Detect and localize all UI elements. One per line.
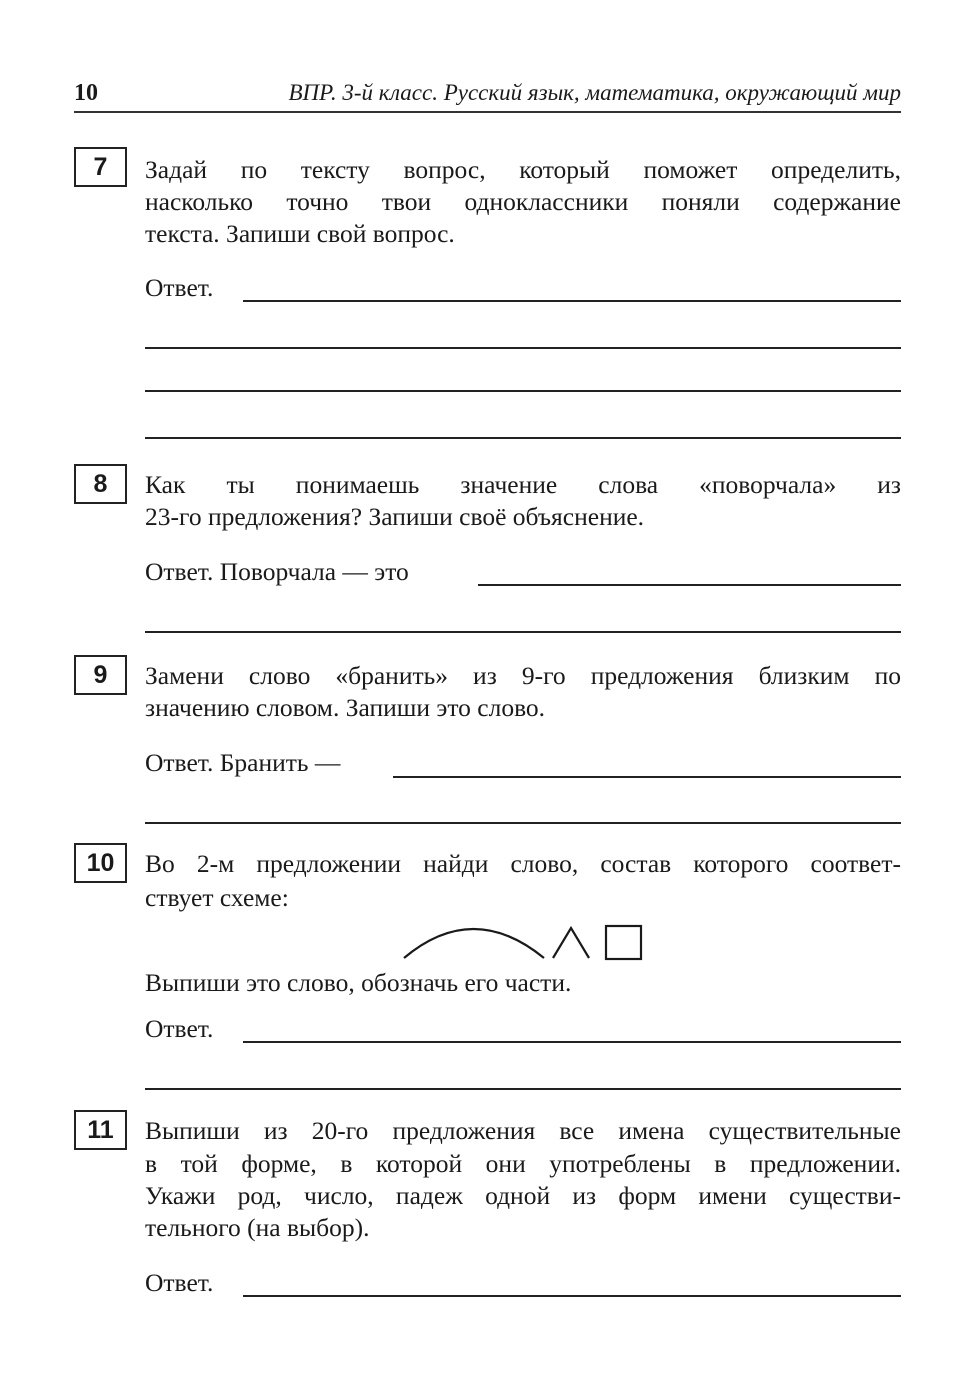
task-number-11: 11 [74,1110,127,1150]
task-7-answer-label: Ответ. [145,273,214,302]
task-9-text: значению словом. Запиши это слово. [145,693,546,722]
task-7-text: Задай по тексту вопрос, который поможет определить, [145,155,901,184]
task-8-text: Как ты понимаешь значение слова «поворчала» из [145,470,901,499]
task-7-text: насколько точно твои одноклассники поняли содержание [145,187,901,216]
task-9-answer-line[interactable] [393,776,901,778]
task-9-text: Замени слово «бранить» из 9-го предложения близким по [145,661,901,690]
task-10-text: Выпиши это слово, обозначь его части. [145,968,572,997]
task-8-answer-line[interactable] [478,584,901,586]
task-7-answer-line[interactable] [145,437,901,439]
task-9-answer-line[interactable] [145,822,901,824]
task-11-text: Укажи род, число, падеж одной из форм имени существи- [145,1181,901,1210]
task-7-answer-line[interactable] [145,390,901,392]
task-8-text: 23-го предложения? Запиши своё объяснение. [145,502,645,531]
task-10-answer-line[interactable] [145,1088,901,1090]
task-10-answer-label: Ответ. [145,1014,214,1043]
running-header: ВПР. 3-й класс. Русский язык, математика, окружающий мир [288,80,901,105]
word-structure-scheme [398,914,648,964]
task-9-answer-label: Ответ. Бранить — [145,748,341,777]
task-11-answer-line[interactable] [243,1295,901,1297]
task-10-answer-line[interactable] [243,1041,901,1043]
task-7-answer-line[interactable] [145,347,901,349]
suffix-icon [553,928,589,958]
page-number: 10 [74,80,98,106]
header-divider [74,111,901,113]
task-10-text: Во 2-м предложении найди слово, состав которого соответ- [145,849,901,878]
task-11-answer-label: Ответ. [145,1268,214,1297]
task-7-answer-line[interactable] [243,300,901,302]
task-number-7: 7 [74,147,127,187]
task-10-text: ствует схеме: [145,883,289,912]
task-7-text: текста. Запиши свой вопрос. [145,219,455,248]
ending-icon [606,926,641,959]
task-11-text: Выпиши из 20-го предложения все имена существительные [145,1116,901,1145]
task-8-answer-line[interactable] [145,631,901,633]
task-8-answer-label: Ответ. Поворчала — это [145,557,409,586]
task-number-9: 9 [74,655,127,695]
task-11-text: тельного (на выбор). [145,1213,370,1242]
task-number-10: 10 [74,843,127,883]
task-number-8: 8 [74,464,127,504]
root-arc-icon [404,929,544,958]
task-11-text: в той форме, в которой они употреблены в предложении. [145,1149,901,1178]
